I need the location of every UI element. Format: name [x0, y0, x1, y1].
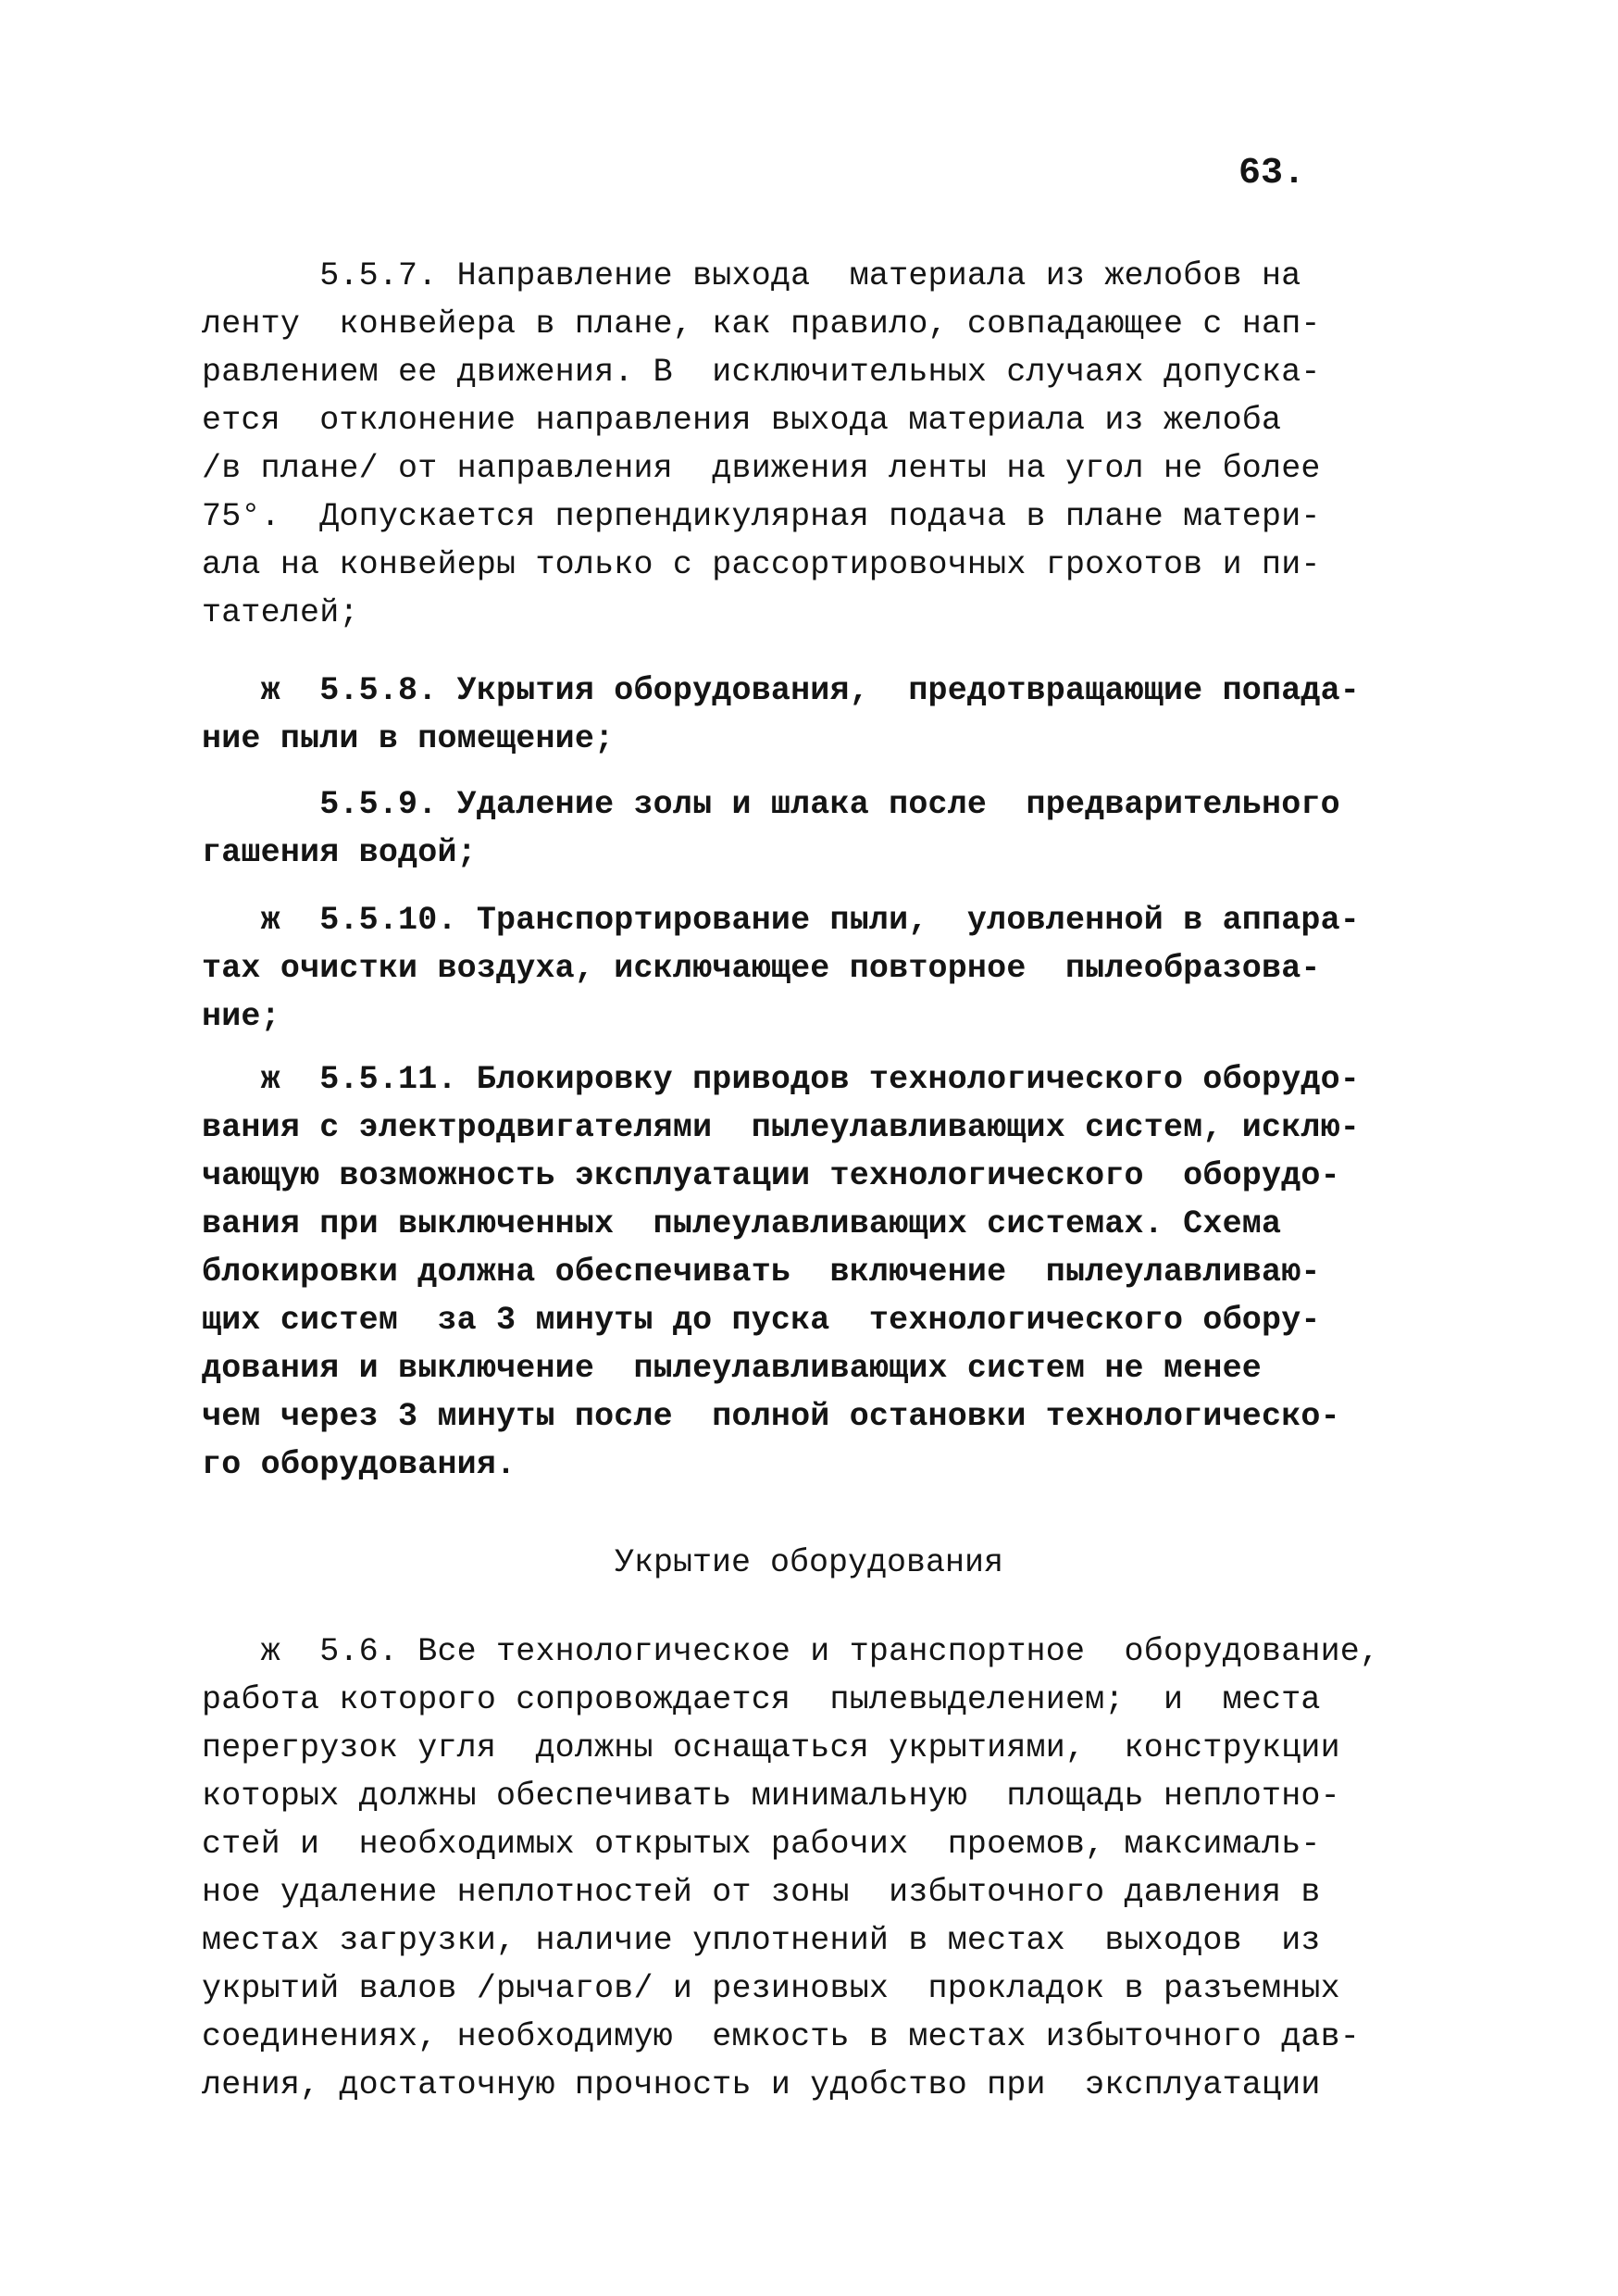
text-line: гашения водой;	[202, 834, 477, 871]
text-line: вания с электродвигателями пылеулавливающих систем, исклю-	[202, 1109, 1361, 1146]
paragraph-5-6	[202, 1628, 1405, 2109]
text-line: чем через 3 минуты после полной остановки технологическо-	[202, 1398, 1340, 1435]
text-line: /в плане/ от направления движения ленты на угол не более	[202, 450, 1321, 487]
text-line: тателей;	[202, 594, 359, 631]
text-line: укрытий валов /рычагов/ и резиновых прокладок в разъемных	[202, 1970, 1340, 2007]
text-line: местах загрузки, наличие уплотнений в местах выходов из	[202, 1922, 1321, 1959]
text-line: ления, достаточную прочность и удобство при эксплуатации	[202, 2066, 1321, 2103]
text-line: вания при выключенных пылеулавливающих системах. Схема	[202, 1205, 1282, 1242]
text-line: работа которого сопровождается пылевыделением; и места	[202, 1681, 1321, 1718]
text-line: дования и выключение пылеулавливающих систем не менее	[202, 1350, 1262, 1387]
text-line: ется отклонение направления выхода материала из желоба	[202, 402, 1282, 439]
paragraph-5-5-11	[202, 1055, 1405, 1489]
text-line: 75°. Допускается перпендикулярная подача в плане матери-	[202, 498, 1321, 535]
paragraph-5-5-8	[202, 667, 1405, 763]
paragraph-5-5-9	[202, 780, 1405, 877]
paragraph-5-5-7	[202, 252, 1405, 637]
text-line: 5.5.7. Направление выхода материала из желобов на	[202, 257, 1301, 294]
text-line: соединениях, необходимую емкость в местах избыточного дав-	[202, 2018, 1361, 2055]
text-line: равлением ее движения. В исключительных случаях допуска-	[202, 354, 1321, 391]
text-line: ж 5.5.8. Укрытия оборудования, предотвращающие попада-	[202, 672, 1361, 709]
text-line: щих систем за 3 минуты до пуска технологического обору-	[202, 1302, 1321, 1339]
section-heading: Укрытие оборудования	[614, 1544, 1004, 1581]
text-line: блокировки должна обеспечивать включение пылеулавливаю-	[202, 1254, 1321, 1291]
paragraph-5-5-10	[202, 896, 1405, 1041]
text-line: ние пыли в помещение;	[202, 720, 615, 757]
text-line: перегрузок угля должны оснащаться укрытиями, конструкции	[202, 1729, 1340, 1766]
text-line: ж 5.6. Все технологическое и транспортное оборудование,	[202, 1633, 1380, 1670]
text-line: ное удаление неплотностей от зоны избыточного давления в	[202, 1874, 1321, 1911]
text-line: ленту конвейера в плане, как правило, совпадающее с нап-	[202, 306, 1321, 343]
text-line: чающую возможность эксплуатации технологического оборудо-	[202, 1157, 1340, 1194]
text-line: 5.5.9. Удаление золы и шлака после предварительного	[202, 786, 1340, 823]
text-line: стей и необходимых открытых рабочих проемов, максималь-	[202, 1826, 1321, 1863]
text-line: ние;	[202, 998, 280, 1035]
text-line: ж 5.5.11. Блокировку приводов технологического оборудо-	[202, 1061, 1361, 1098]
text-line: го оборудования.	[202, 1446, 517, 1483]
text-line: тах очистки воздуха, исключающее повторное пылеобразова-	[202, 950, 1321, 987]
text-line: ж 5.5.10. Транспортирование пыли, уловленной в аппара-	[202, 902, 1361, 939]
text-line: ала на конвейеры только с рассортировочных грохотов и пи-	[202, 546, 1321, 583]
text-line: которых должны обеспечивать минимальную площадь неплотно-	[202, 1778, 1340, 1815]
page-number: 63.	[1238, 153, 1306, 194]
